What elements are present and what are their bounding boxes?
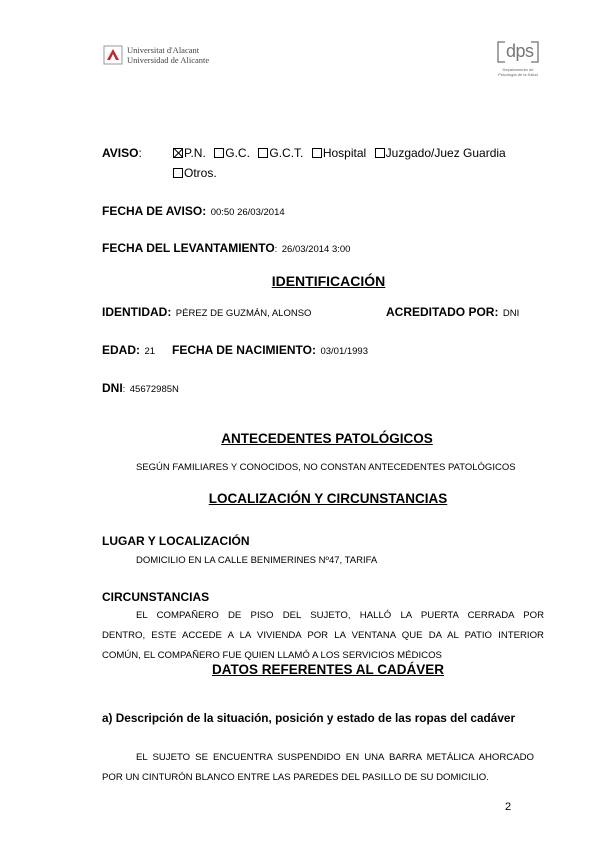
circunstancias-line3: COMÚN, EL COMPAÑERO FUE QUIEN LLAMÓ A LOS SERVICIOS MÉDICOS (102, 650, 442, 661)
checkbox-checked-icon[interactable] (173, 148, 183, 158)
aviso-option-otros[interactable]: Otros. (173, 166, 217, 180)
checkbox-icon[interactable] (173, 168, 183, 178)
fecha-levantamiento-row: FECHA DEL LEVANTAMIENTO: 26/03/2014 3:00 (102, 241, 351, 255)
lugar-text: DOMICILIO EN LA CALLE BENIMERINES Nº47, TARIFA (136, 555, 378, 566)
aviso-option-juzgado[interactable]: Juzgado/Juez Guardia (375, 146, 506, 160)
aviso-options (173, 144, 543, 162)
aviso-option-pn[interactable]: P.N. (173, 146, 206, 160)
identificacion-title: IDENTIFICACIÓN (271, 273, 386, 289)
university-emblem-icon (103, 45, 123, 65)
nacimiento-value: 03/01/1993 (320, 346, 368, 357)
acreditado-label: ACREDITADO POR: (386, 305, 499, 319)
acreditado-value: DNI (502, 308, 520, 319)
fecha-aviso-label: FECHA DE AVISO: (102, 204, 207, 218)
university-of-alicante-logo (103, 43, 231, 71)
dps-subtitle-line2: Psicología de la Salud (498, 72, 538, 77)
dni-label: DNI (102, 381, 123, 395)
lugar-label: LUGAR Y LOCALIZACIÓN (102, 534, 250, 548)
aviso-option-otros-row (173, 164, 221, 182)
page-number: 2 (505, 801, 512, 813)
edad-label: EDAD: (102, 343, 140, 357)
cadaver-line2: POR UN CINTURÓN BLANCO ENTRE LAS PAREDES DEL PASILLO DE SU DOMICILIO. (102, 772, 489, 783)
edad-row (102, 341, 155, 359)
circunstancias-line1: EL COMPAÑERO DE PISO DEL SUJETO, HALLÓ LA PUERTA CERRADA POR (136, 610, 544, 621)
cadaver-subsection-a: a) Descripción de la situación, posición y estado de las ropas del cadáver (102, 711, 516, 725)
aviso-label: AVISO (102, 146, 139, 160)
dni-value: 45672985N (129, 384, 179, 395)
localizacion-title: LOCALIZACIÓN Y CIRCUNSTANCIAS (208, 491, 448, 506)
cadaver-title: DATOS REFERENTES AL CADÁVER (211, 662, 445, 677)
circunstancias-label: CIRCUNSTANCIAS (102, 590, 210, 604)
antecedentes-text: SEGÚN FAMILIARES Y CONOCIDOS, NO CONSTAN ANTECEDENTES PATOLÓGICOS (136, 462, 516, 473)
dps-department-logo (492, 40, 542, 78)
aviso-option-gc[interactable]: G.C. (214, 146, 250, 160)
checkbox-icon[interactable] (375, 148, 385, 158)
nacimiento-label: FECHA DE NACIMIENTO: (172, 343, 316, 357)
nacimiento-row (172, 341, 368, 359)
fecha-levantamiento-value: 26/03/2014 3:00 (281, 244, 351, 255)
fecha-aviso-row (102, 202, 285, 220)
aviso-option-gct[interactable]: G.C.T. (258, 146, 303, 160)
aviso-option-hospital[interactable]: Hospital (312, 146, 366, 160)
antecedentes-title: ANTECEDENTES PATOLÓGICOS (221, 431, 433, 446)
dni-row: DNI: 45672985N (102, 381, 179, 395)
dps-subtitle-line1: Departamento de (502, 67, 534, 72)
dps-logo-text: dps (506, 41, 534, 61)
aviso-row: AVISO: (102, 146, 142, 160)
identidad-label: IDENTIDAD: (102, 305, 172, 319)
fecha-levantamiento-label: FECHA DEL LEVANTAMIENTO (102, 241, 275, 255)
checkbox-icon[interactable] (214, 148, 224, 158)
fecha-aviso-value: 00:50 26/03/2014 (210, 207, 285, 218)
university-name-valencian: Universitat d'Alacant (127, 45, 200, 55)
university-name-spanish: Universidad de Alicante (127, 55, 210, 65)
cadaver-line1: EL SUJETO SE ENCUENTRA SUSPENDIDO EN UNA BARRA METÁLICA AHORCADO (136, 752, 534, 763)
circunstancias-line2: DENTRO, ESTE ACCEDE A LA VIVIENDA POR LA VENTANA QUE DA AL PATIO INTERIOR (102, 630, 544, 641)
checkbox-icon[interactable] (258, 148, 268, 158)
identidad-value: PÉREZ DE GUZMÁN, ALONSO (175, 308, 312, 319)
acreditado-row (386, 303, 519, 321)
checkbox-icon[interactable] (312, 148, 322, 158)
identidad-row (102, 303, 311, 321)
edad-value: 21 (144, 346, 156, 357)
